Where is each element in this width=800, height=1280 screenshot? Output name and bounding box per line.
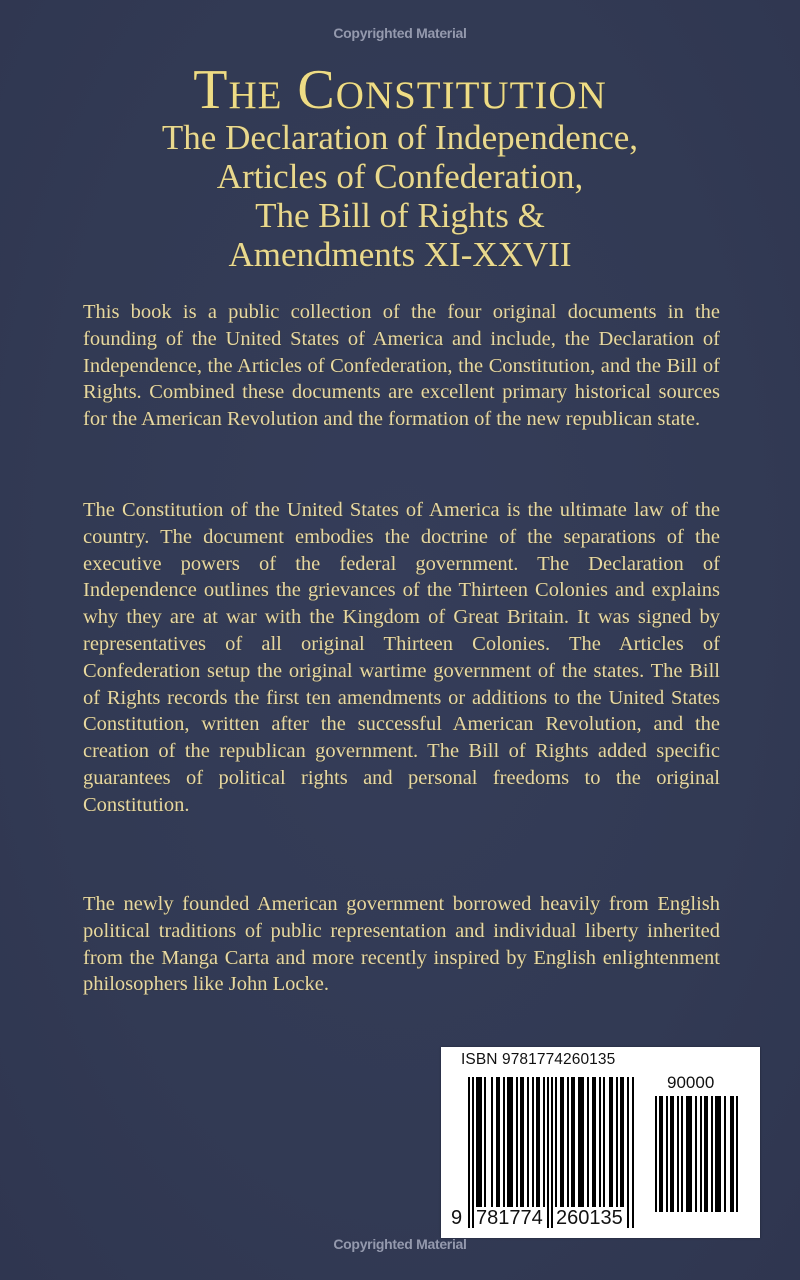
isbn-label: ISBN 9781774260135: [461, 1051, 616, 1068]
paragraph-text: The Constitution of the United States of America is the ultimate law of the country. The document embodies the doctrine of the separations of the executive powers of the federal government. The Declaration of Independence outlines the grievances of the Thirteen Colonies and explains why they are at war with the Kingdom of Great Britain. It was signed by representatives of all original Thirteen Colonies. The Articles of Confederation setup the original wartime government of the states. The Bill of Rights records the first ten amendments or additions to the United States Constitution, written after the successful American Revolution, and the creation of the republican government. The Bill of Rights added specific guarantees of political rights and personal freedoms to the original Constitution.: [83, 499, 720, 816]
copyright-watermark-bottom: Copyrighted Material: [333, 1236, 467, 1252]
paragraph-text: The newly founded American government borrowed heavily from English political traditions of public representation and individual liberty inherited from the Manga Carta and more recently inspired by English enlightenment philosophers like John Locke.: [83, 893, 720, 996]
description-paragraph-3: [83, 891, 720, 998]
book-title: The Constitution: [193, 59, 607, 121]
barcode-addon-bars-icon: [655, 1096, 739, 1212]
description-paragraph-2: [83, 497, 720, 819]
barcode-digits-right: 260135: [556, 1207, 623, 1229]
description-paragraph-1: [83, 299, 720, 433]
subtitle-line: Articles of Confederation,: [216, 157, 584, 196]
subtitle-line: Amendments XI-XXVII: [228, 235, 572, 274]
subtitle-line: The Declaration of Independence,: [161, 118, 639, 157]
isbn-barcode: [441, 1047, 760, 1238]
barcode-digits-left: 781774: [476, 1207, 543, 1229]
subtitle-line: The Bill of Rights &: [255, 196, 545, 235]
book-subtitle: [0, 118, 800, 274]
copyright-watermark-top: Copyrighted Material: [333, 25, 467, 41]
barcode-addon-number: 90000: [667, 1073, 715, 1092]
barcode-digit-prefix: 9: [451, 1207, 463, 1229]
barcode-bars-icon: [468, 1077, 638, 1228]
paragraph-text: This book is a public collection of the four original documents in the founding of the United States of America and include, the Declaration of Independence, the Articles of Confederation, the Constitution, and the Bill of Rights. Combined these documents are excellent primary historical sources for the American Revolution and the formation of the new republican state.: [83, 301, 720, 431]
